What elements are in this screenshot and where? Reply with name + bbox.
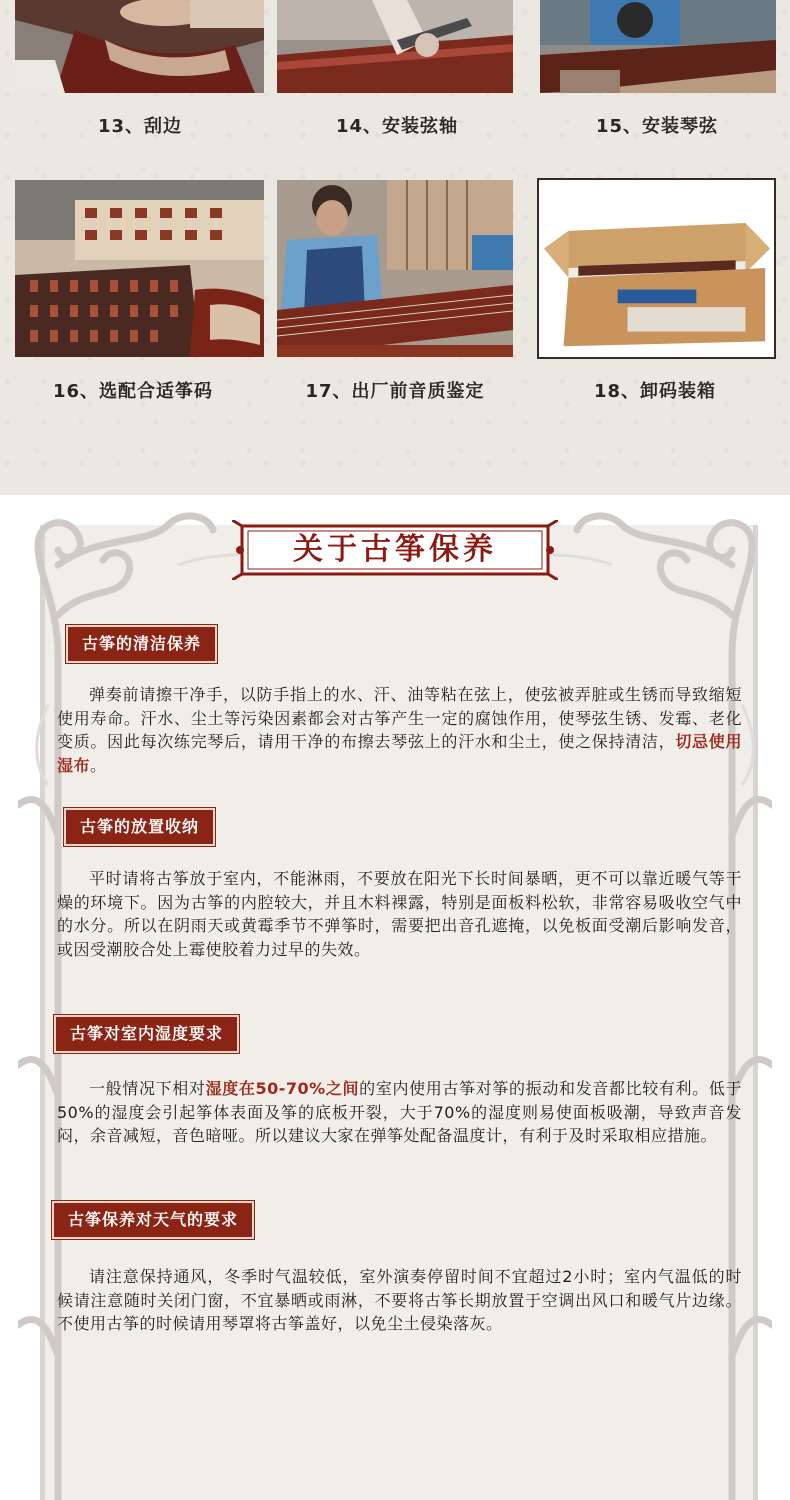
step-16-photo xyxy=(15,180,264,357)
bridge-selection-icon xyxy=(15,180,264,357)
step-15-photo xyxy=(540,0,776,93)
section-text-weather: 请注意保持通风，冬季时气温较低，室外演奏停留时间不宜超过2小时；室内气温低的时候请注意随时关闭门窗，不宜暴晒或雨淋，不要将古筝长期放置于空调出风口和暖气片边缘。不使用古筝的时候请用琴罩将古筝盖好，以免尘土侵染落灰。 xyxy=(57,1267,742,1333)
step-13-caption: 13、刮边 xyxy=(97,116,183,137)
humidity-text-start: 一般情况下相对 xyxy=(89,1079,206,1098)
section-heading-storage: 古筝的放置收纳 xyxy=(64,808,215,846)
guzheng-edge-scraping-icon xyxy=(15,0,264,93)
humidity-text: 的室内使用古筝对筝的振动和发音都比较有利。低于50%的湿度会引起筝体表面及筝的底板开裂，大于70%的湿度则易使面板吸潮，导致声音发闷，余音减短，音色暗哑。所以建议大家在弹筝处配备温度计，有利于及时采取相应措施。 xyxy=(57,1079,742,1145)
step-14-photo xyxy=(277,0,513,93)
section-text-humidity xyxy=(57,1077,742,1148)
string-axle-drilling-icon xyxy=(277,0,513,93)
care-title: 关于古筝保养 xyxy=(293,532,497,567)
packing-box-icon xyxy=(539,180,774,357)
step-14-caption: 14、安装弦轴 xyxy=(335,116,459,137)
section-heading-weather: 古筝保养对天气的要求 xyxy=(52,1201,254,1239)
step-16-caption: 16、选配合适筝码 xyxy=(52,381,214,402)
step-17-caption: 17、出厂前音质鉴定 xyxy=(305,381,485,402)
step-17-photo xyxy=(277,180,513,357)
step-15-caption: 15、安装琴弦 xyxy=(595,116,719,137)
sound-quality-test-icon xyxy=(277,180,513,357)
production-steps-section xyxy=(0,0,790,495)
guzheng-care-section xyxy=(0,495,790,1500)
string-installation-icon xyxy=(540,0,776,93)
cleaning-text-end: 。 xyxy=(90,755,107,775)
section-heading-humidity: 古筝对室内湿度要求 xyxy=(54,1015,239,1053)
cleaning-highlight: 切忌使用湿布 xyxy=(57,732,742,775)
section-text-cleaning xyxy=(57,683,742,777)
step-18-caption: 18、卸码装箱 xyxy=(593,381,717,402)
step-13-photo xyxy=(15,0,264,93)
humidity-highlight: 湿度在50-70%之间 xyxy=(205,1079,360,1098)
section-heading-cleaning: 古筝的清洁保养 xyxy=(66,625,217,663)
step-18-photo xyxy=(537,178,776,359)
section-text-storage: 平时请将古筝放于室内，不能淋雨，不要放在阳光下长时间暴晒，更不可以靠近暖气等干燥的环境下。因为古筝的内腔较大，并且木料裸露，特别是面板料松软，非常容易吸收空气中的水分。所以在阴雨天或黄霉季节不弹筝时，需要把出音孔遮掩，以免板面受潮后影响发音，或因受潮胶合处上霉使胶着力过早的失效。 xyxy=(57,869,742,959)
cleaning-text: 弹奏前请擦干净手，以防手指上的水、汗、油等粘在弦上，使弦被弄脏或生锈而导致缩短使用寿命。汗水、尘土等污染因素都会对古筝产生一定的腐蚀作用，使琴弦生锈、发霉、老化变质。因此每次练完琴后，请用干净的布擦去琴弦上的汗水和尘土，使之保持清洁， xyxy=(57,685,742,751)
